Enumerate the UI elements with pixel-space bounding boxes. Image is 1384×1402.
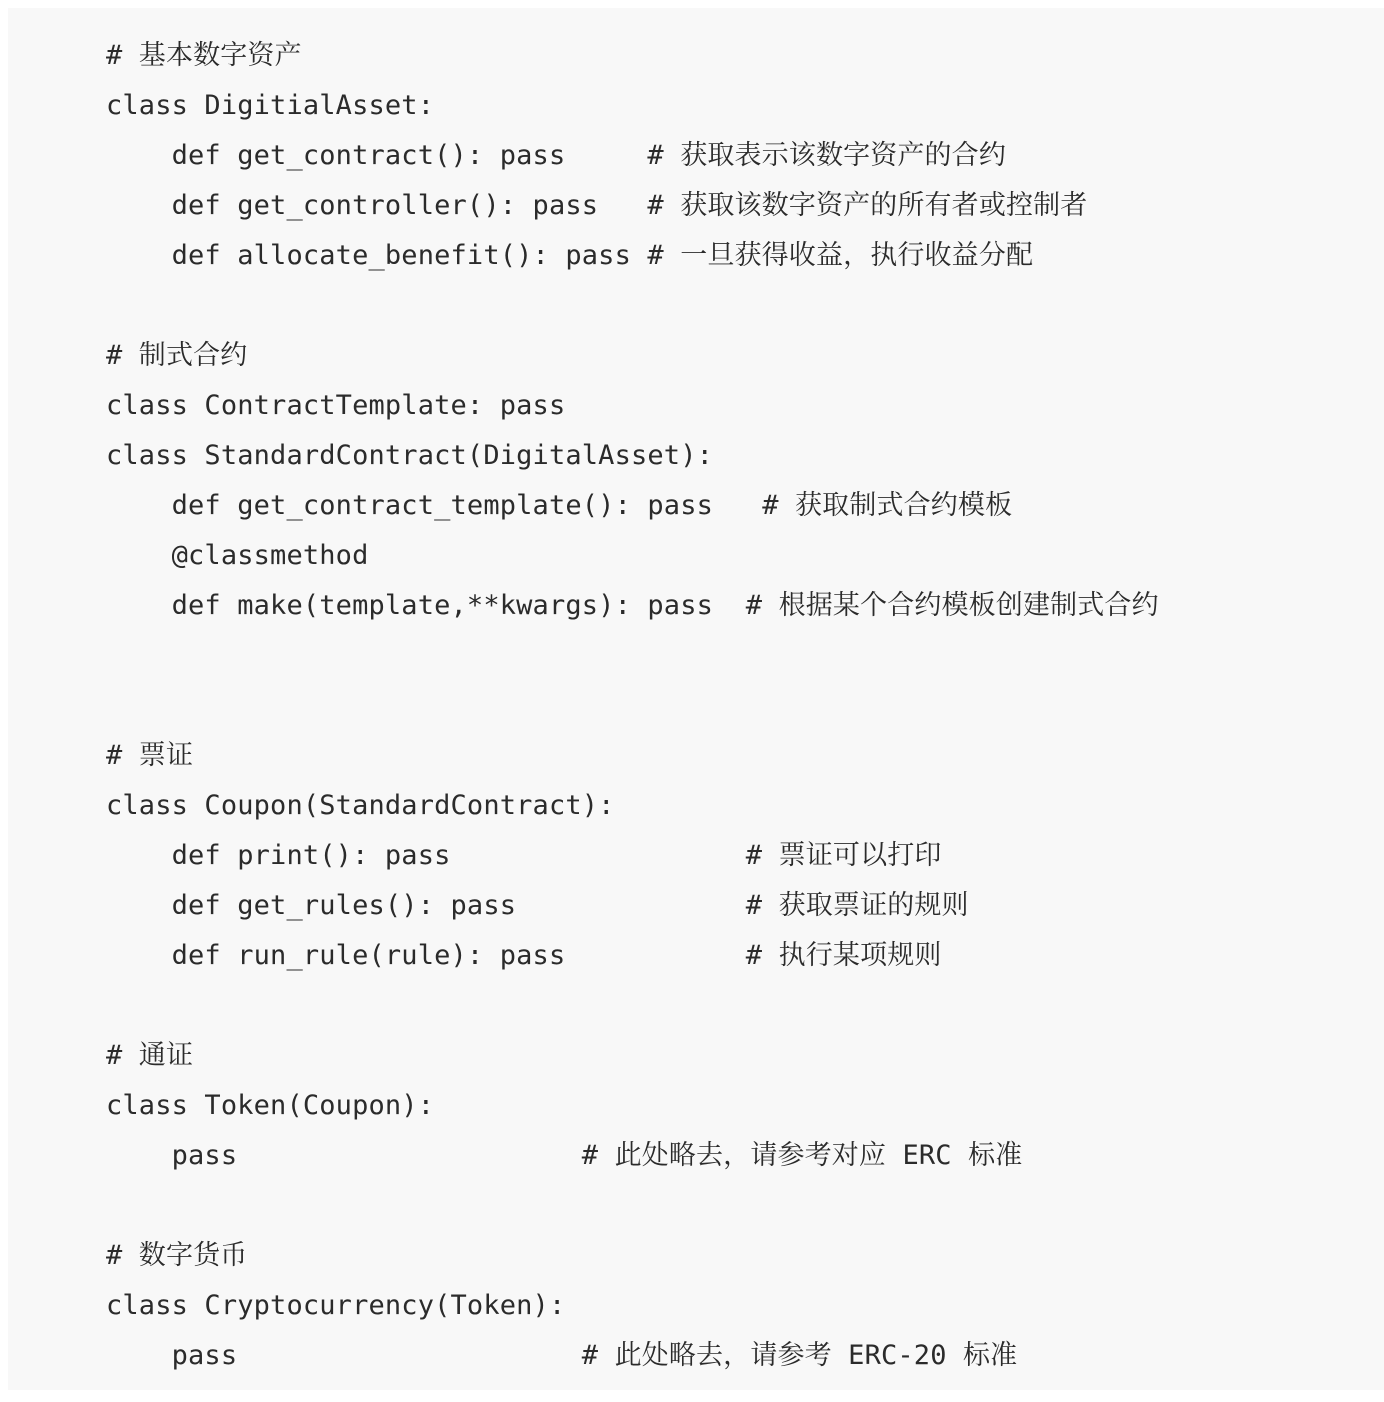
code-line: def print(): pass # 票证可以打印 <box>106 840 942 871</box>
code-line: class DigitialAsset: <box>106 90 435 121</box>
code-line: # 制式合约 <box>106 340 248 371</box>
code-line: def get_contract_template(): pass # 获取制式合约模板 <box>106 490 1013 521</box>
code-line: pass # 此处略去，请参考 ERC-20 标准 <box>106 1340 1018 1371</box>
code-line: # 基本数字资产 <box>106 40 302 71</box>
code-line: def get_controller(): pass # 获取该数字资产的所有者或控制者 <box>106 190 1088 221</box>
code-line: class Token(Coupon): <box>106 1090 435 1121</box>
code-line <box>106 1181 1384 1231</box>
code-line: class Coupon(StandardContract): <box>106 790 615 821</box>
code-line: def get_contract(): pass # 获取表示该数字资产的合约 <box>106 140 1006 171</box>
code-line: def make(template,**kwargs): pass # 根据某个合约模板创建制式合约 <box>106 590 1159 621</box>
code-line: pass # 此处略去，请参考对应 ERC 标准 <box>106 1140 1023 1171</box>
code-line: def run_rule(rule): pass # 执行某项规则 <box>106 940 942 971</box>
code-line <box>106 981 1384 1031</box>
code-line: # 数字货币 <box>106 1240 248 1271</box>
code-line: def get_rules(): pass # 获取票证的规则 <box>106 890 969 921</box>
code-line <box>106 631 1384 681</box>
code-line: class StandardContract(DigitalAsset): <box>106 440 713 471</box>
code-line: # 通证 <box>106 1040 194 1071</box>
code-line: class ContractTemplate: pass <box>106 390 566 421</box>
code-line: @classmethod <box>106 540 369 571</box>
code-line: class Cryptocurrency(Token): <box>106 1290 566 1321</box>
code-line <box>106 681 1384 731</box>
code-line: def allocate_benefit(): pass # 一旦获得收益，执行收益分配 <box>106 240 1034 271</box>
code-line: # 票证 <box>106 740 194 771</box>
code-line <box>106 281 1384 331</box>
code-block <box>8 8 1384 1390</box>
